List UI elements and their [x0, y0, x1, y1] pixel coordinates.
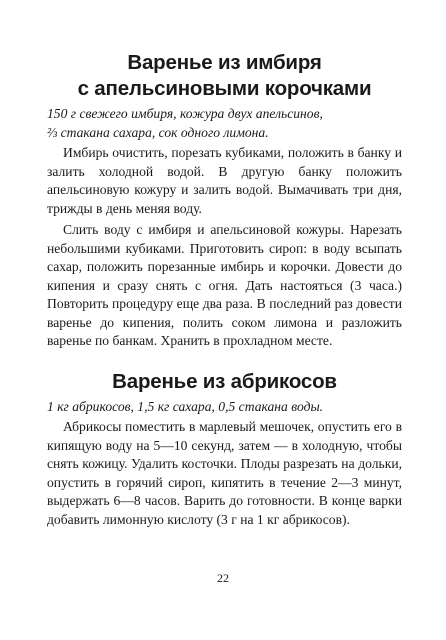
recipe-apricot-ingredients-line: 1 кг абрикосов, 1,5 кг сахара, 0,5 стакана воды.	[47, 398, 324, 414]
page-number: 22	[217, 571, 229, 585]
recipe-apricot-title-text: Варенье из абрикосов	[112, 369, 337, 393]
recipe-ginger-title-line1: Варенье из имбиря	[127, 51, 322, 74]
recipe-ginger-title	[47, 50, 402, 102]
recipe-ginger-ingredients-line1: 150 г свежего имбиря, кожура двух апельсинов,	[47, 106, 323, 121]
recipe-ginger-ingredients-line2: ⅔ стакана сахара, сок одного лимона.	[47, 124, 269, 140]
recipe-ginger-title-line2: с апельсиновыми корочками	[77, 77, 372, 100]
recipe-apricot-ingredients	[47, 398, 402, 417]
recipe-apricot-paragraph-1: Абрикосы поместить в марлевый мешочек, опустить его в кипящую воду на 5—10 секунд, затем — в холодную, чтобы снять кожицу. Удалить косточки. Плоды разрезать на дольки, опустить в горячий сироп, кипятить в течение 2—3 минут, выдержать 6—8 часов. Варить до готовности. В конце варки добавить лимонную кислоту (3 г на 1 кг абрикосов).	[47, 419, 402, 527]
page-content	[47, 50, 402, 529]
recipe-apricot-title	[47, 369, 402, 395]
recipe-ginger-paragraph-1: Имбирь очистить, порезать кубиками, положить в банку и залить холодной водой. В другую банку положить апельсиновую кожуру и залить водой. Вымачивать три дня, трижды в день меняя воду.	[47, 145, 402, 216]
recipe-ginger-ingredients	[47, 105, 402, 142]
recipe-ginger-paragraph-2: Слить воду с имбиря и апельсиновой кожуры. Нарезать небольшими кубиками. Приготовить сироп: в воду всыпать сахар, положить порезанные имбирь и корочки. Довести до кипения и сразу снять с огня. Дать настояться (3 часа.) Повторить процедуру еще два раза. В последний раз довести варенье до кипения, полить соком лимона и разложить варенье по банкам. Хранить в прохладном месте.	[47, 222, 402, 348]
